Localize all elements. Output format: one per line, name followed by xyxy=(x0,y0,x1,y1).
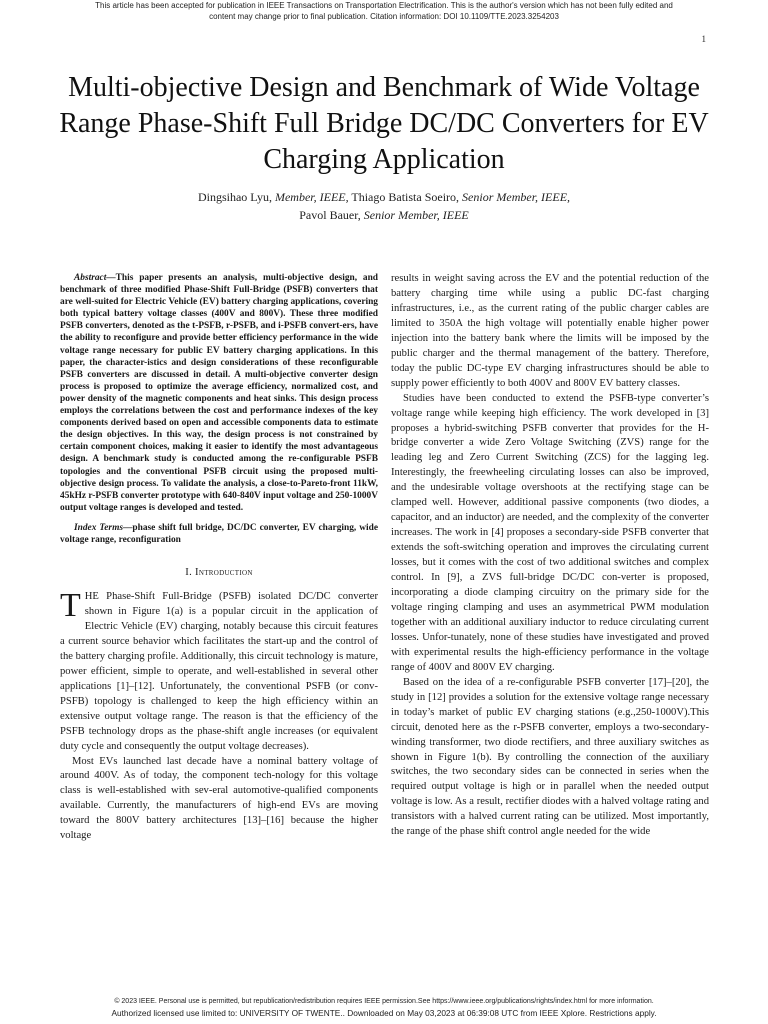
right-paragraph-3: Based on the idea of a re-configurable PSFB converter [17]–[20], the study in [12] provides a solution for the extensive voltage range necessary in today’s market of public EV charging stations (e.g.,250-1000V).This circuit, denoted here as the r-PSFB converter, employs a two-secondary-winding transformer, two diode rectifiers, and three auxiliary switches as shown in Figure 1(b). By controlling the connection of the auxiliary switches, the two secondary sides can be connected in series when the required output voltage is high or in parallel when the needed output voltage is low. As a result, rectifier diodes with a halved voltage rating and transistors with a halved current rating can be utilized. Most importantly, the range of the phase shift control angle needed for the wide xyxy=(391,676,709,838)
right-column xyxy=(391,272,709,840)
license-footer: Authorized licensed use limited to: UNIVERSITY OF TWENTE.. Downloaded on May 03,2023 at 06:39:08 UTC from IEEE Xplore. Restrictions apply. xyxy=(111,1008,657,1018)
intro-paragraph-1 xyxy=(60,587,378,754)
page-number: 1 xyxy=(701,34,706,44)
intro-paragraph-2: Most EVs launched last decade have a nominal battery voltage of around 400V. As of today, the component tech-nology for this voltage class is well-established with sev-eral automotive-qualified components available. Currently, the manufacturers of high-end EVs are moving toward the 800V battery architectures [13]–[16] because the higher voltage xyxy=(60,755,378,842)
abstract xyxy=(60,272,378,514)
author-line-2 xyxy=(60,206,708,224)
right-paragraph-2: Studies have been conducted to extend the PSFB-type converter’s voltage range while keeping high efficiency. The work developed in [3] proposes a hybrid-switching PSFB converter that provides for the H-bridge converter a wide Zero Voltage Switching (ZVS) range for the leading leg and Zero Current Switching (ZCS) for the lagging leg. Interestingly, the freewheeling circulating losses can also be improved, and the undesirable voltage overshoots at the rectifying stage can be clamped well. However, additional passive components (two diodes, a capacitor, and an inductor) are needed, and the complexity of the converter increases. The work in [4] proposes a secondary-side PSFB converter that extends the soft-switching operation and improves the circulating current losses, but it comes with the cost of two additional switches and complex control. In [9], a ZVS full-bridge DC/DC con-verter is proposed, incorporating a diode clamping circuitry on the primary side for the voltage ringing clamping and uses an asymmetrical PWM modulation together with an additional auxiliary inductor to reduce circulating current losses. Unfor-tunately, none of these studies have investigated and proved with experimental results the high-efficiency performance in the voltage range of 400V and 800V EV charging. xyxy=(391,392,709,673)
author-name: Dingsihao Lyu, xyxy=(197,190,275,204)
author-block xyxy=(60,188,708,224)
author-line-1 xyxy=(60,188,708,206)
author-affiliation: Member, IEEE, xyxy=(274,190,349,204)
section-heading-introduction xyxy=(60,566,378,581)
author-affiliation: Senior Member, IEEE xyxy=(363,208,469,222)
index-terms-label: Index Terms xyxy=(74,522,124,533)
copyright-footer: © 2023 IEEE. Personal use is permitted, but republication/redistribution requires IEEE permission.See https://www.ieee.org/publications/rights/index.html for more information. xyxy=(114,998,654,1005)
drop-cap: T xyxy=(60,587,81,625)
section-title: Introduction xyxy=(195,567,253,579)
author-name: Thiago Batista Soeiro, xyxy=(348,190,463,204)
author-affiliation: Senior Member, IEEE, xyxy=(462,190,571,204)
paper-title: Multi-objective Design and Benchmark of Wide Voltage Range Phase-Shift Full Bridge DC/DC Converters for EV Charging Application xyxy=(59,72,709,175)
abstract-label: Abstract xyxy=(74,273,107,283)
right-paragraph-1: results in weight saving across the EV and the potential reduction of the battery charging time while using a public DC-fast charging infrastructures, i.e., as the current rating of the public charger cables are limited to 350A the high voltage will potentially enable higher power injection into the battery bank where the limits will be imposed by the public charger and the thermal management of the battery. Therefore, today the public DC-type EV charging infrastructures should be able to supply power efficiently to both 400V and 800V EV battery classes. xyxy=(391,273,709,389)
index-terms xyxy=(60,522,378,546)
banner-line-2: content may change prior to final publication. Citation information: DOI 10.1109/TTE.2023.3254203 xyxy=(209,12,559,21)
author-name: Pavol Bauer, xyxy=(299,208,364,222)
abstract-text: —This paper presents an analysis, multi-objective design, and benchmark of three modified Phase-Shift Full-Bridge (PSFB) converters that are well-suited for Electric Vehicle (EV) battery charging applications, covering both typical battery voltage classes (400V and 800V). These three modified PSFB converters, denoted as the t-PSFB, r-PSFB, and i-PSFB convert-ers, have the ability to reconfigure and provide better efficiency performance in the wide voltage range necessary for public EV battery charging applications. In this paper, the character-istics and design considerations of these reconfigurable PSFB converters are discussed in detail. A multi-objective converter design process is proposed to optimize the average efficiency, normalized cost, and power density of the magnetic components and heat sinks. This design process employs the correlations between the cost and performance indexes of the key components derived based on open and accessible components data to estimate the design objectives. In this way, the design process is not constrained by certain component choices, making it easier to identify the most advantageous design. A benchmark study is conducted among the re-configurable PSFB topologies and the conventional PSFB circuit using the proposed multi-objective design process. To validate the analysis, a close-to-Pareto-front 11kW, 45kHz r-PSFB converter prototype with 640-840V input voltage and 250-1000V output voltage ranges is developed and tested. xyxy=(60,273,378,513)
index-terms-text: —phase shift full bridge, DC/DC converter, EV charging, wide voltage range, reconfiguration xyxy=(60,522,378,545)
acceptance-banner xyxy=(0,0,768,22)
left-column xyxy=(60,272,378,844)
intro-paragraph-1-text: HE Phase-Shift Full-Bridge (PSFB) isolated DC/DC converter shown in Figure 1(a) is a popular circuit in the application of Electric Vehicle (EV) charging, notably because this circuit features a current source behavior which facilitates the start-up and the control of the battery charging profile. Additionally, this circuit technology is mature, power efficient, simple to operate, and well-established in several other applications [1]–[12]. Unfortunately, the conventional PSFB (or conv-PSFB) topology is challenged to keep the high efficiency within an extensive output voltage range. The reason is that the efficiency of the PSFB technology drops as the phase-shift angle increases (or equivalent duty cycle and consequently the output voltage decreases). xyxy=(60,591,378,752)
section-number: I. xyxy=(185,567,196,579)
banner-line-1: This article has been accepted for publication in IEEE Transactions on Transportation Electrification. This is the author's version which has not been fully edited and xyxy=(95,1,673,10)
